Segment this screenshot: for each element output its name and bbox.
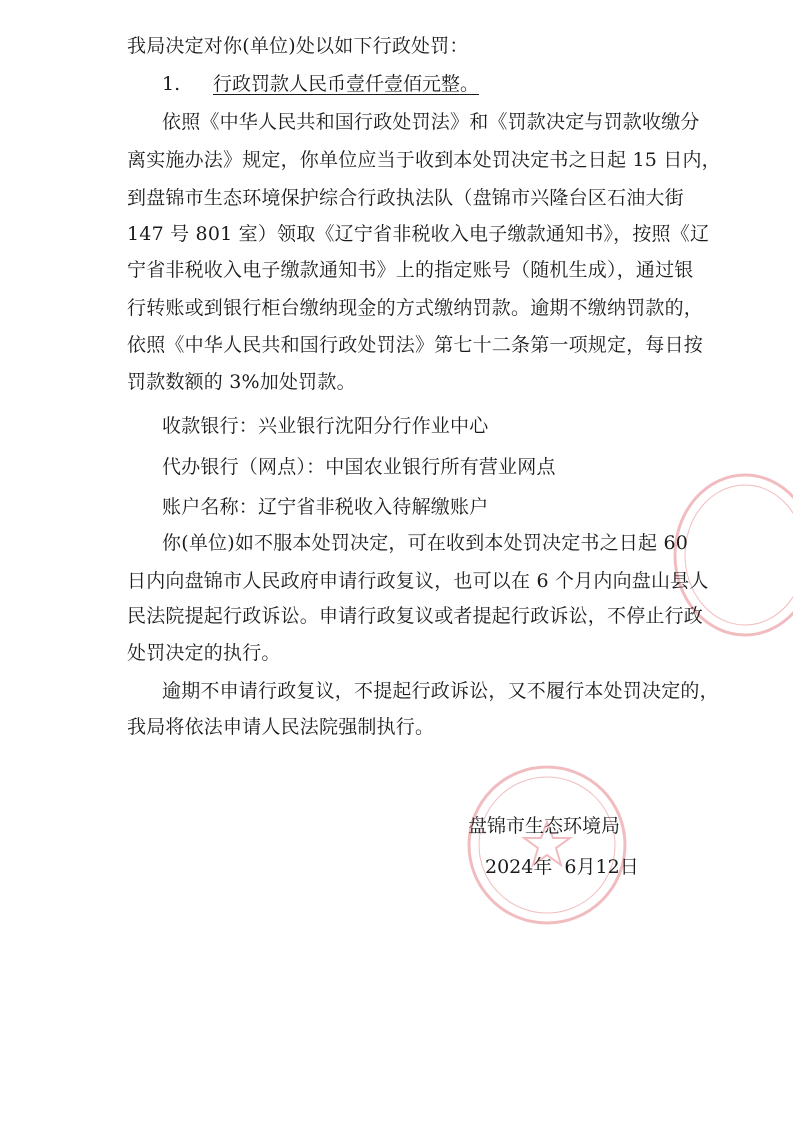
appeal-line: 民法院提起行政诉讼。申请行政复议或者提起行政诉讼，不停止行政 [127, 605, 704, 627]
body-line: 147 号 801 室）领取《辽宁省非税收入电子缴款通知书》，按照《辽 [127, 223, 710, 245]
enforcement-line: 逾期不申请行政复议，不提起行政诉讼，又不履行本处罚决定的， [162, 680, 719, 702]
appeal-line: 日内向盘锦市人民政府申请行政复议，也可以在 6 个月内向盘山县人 [127, 570, 709, 592]
issuer-signature: 盘锦市生态环境局 [468, 815, 621, 837]
penalty-item-number: 1. [162, 73, 181, 95]
account-name-line: 账户名称：辽宁省非税收入待解缴账户 [162, 496, 489, 518]
body-line: 罚款数额的 3%加处罚款。 [127, 371, 356, 393]
body-line: 依照《中华人民共和国行政处罚法》第七十二条第一项规定，每日按 [127, 334, 704, 356]
penalty-item-text: 行政罚款人民币壹仟壹佰元整。 [213, 73, 480, 95]
official-seal-stamp [462, 760, 632, 930]
payee-bank-line: 收款银行：兴业银行沈阳分行作业中心 [162, 415, 489, 437]
body-line: 行转账或到银行柜台缴纳现金的方式缴纳罚款。逾期不缴纳罚款的， [127, 297, 704, 319]
issue-date: 2024年 6月12日 [485, 856, 639, 878]
body-line: 依照《中华人民共和国行政处罚法》和《罚款决定与罚款收缴分 [162, 111, 700, 133]
body-line: 宁省非税收入电子缴款通知书》上的指定账号（随机生成），通过银 [127, 259, 694, 281]
appeal-line: 处罚决定的执行。 [127, 642, 281, 664]
body-line: 到盘锦市生态环境保护综合行政执法队（盘锦市兴隆台区石油大街 [127, 187, 684, 209]
enforcement-line: 我局将依法申请人民法院强制执行。 [127, 716, 435, 738]
agent-bank-line: 代办银行（网点）：中国农业银行所有营业网点 [162, 456, 556, 478]
body-line: 离实施办法》规定，你单位应当于收到本处罚决定书之日起 15 日内， [127, 149, 721, 171]
appeal-line: 你(单位)如不服本处罚决定，可在收到本处罚决定书之日起 60 [162, 532, 689, 554]
intro-line: 我局决定对你(单位)处以如下行政处罚： [127, 35, 469, 57]
